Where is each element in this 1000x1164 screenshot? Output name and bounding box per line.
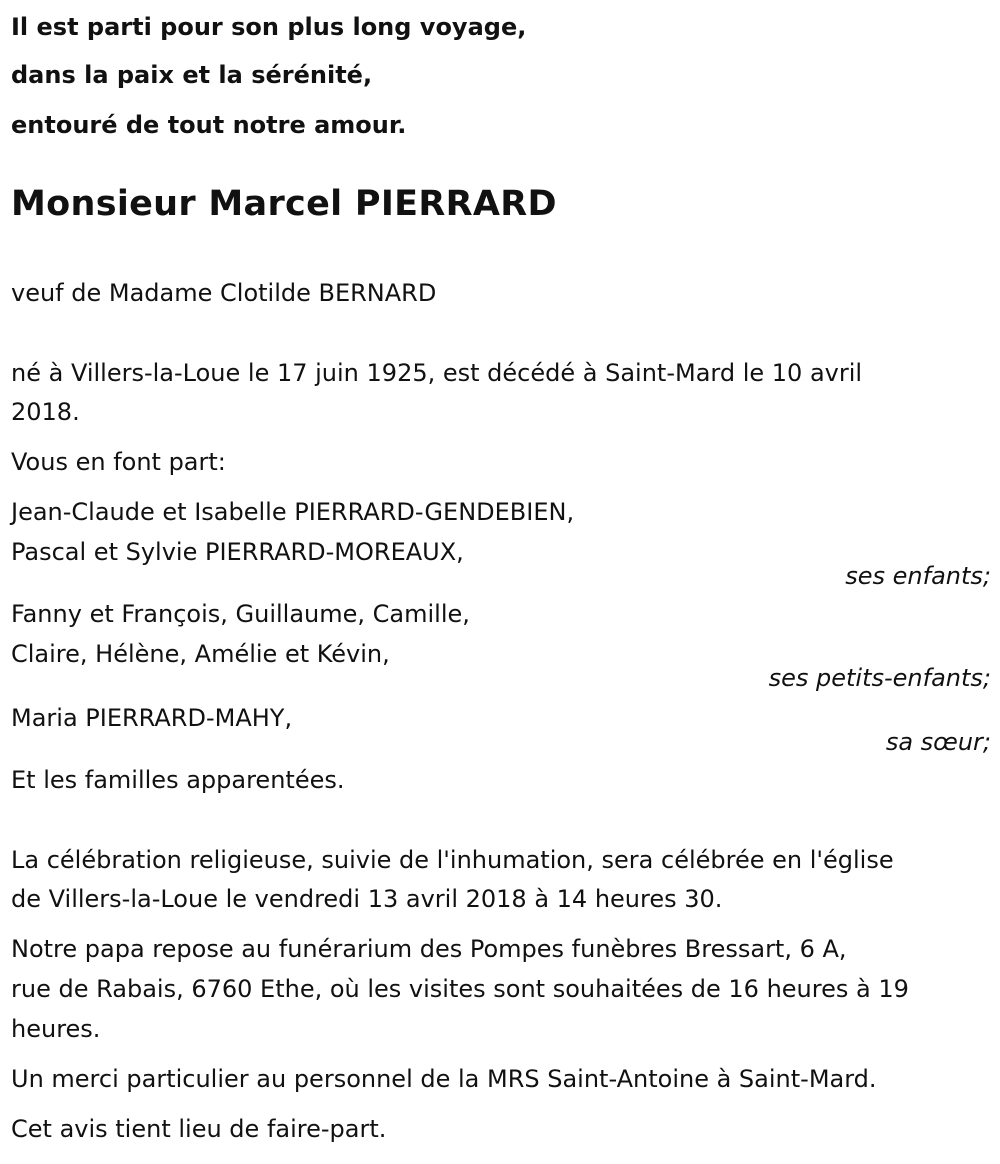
funerarium-line-3: heures. [11, 1015, 101, 1043]
grandchildren-name-1: Fanny et François, Guillaume, Camille, [11, 600, 470, 628]
grandchildren-relation: ses petits-enfants; [768, 664, 991, 692]
funerarium-line-2: rue de Rabais, 6760 Ethe, où les visites sont souhaitées de 16 heures à 19 [11, 975, 909, 1003]
widower-of: veuf de Madame Clotilde BERNARD [11, 279, 437, 307]
families: Et les familles apparentées. [11, 766, 345, 794]
deceased-name: Monsieur Marcel PIERRARD [11, 184, 557, 224]
ceremony-line-2: de Villers-la-Loue le vendredi 13 avril 2018 à 14 heures 30. [11, 885, 723, 913]
children-name-1: Jean-Claude et Isabelle PIERRARD-GENDEBIEN, [11, 498, 575, 526]
sister-relation: sa sœur; [885, 728, 991, 756]
birth-death-line-2: 2018. [11, 398, 80, 426]
children-name-2: Pascal et Sylvie PIERRARD-MOREAUX, [11, 538, 464, 566]
sister-name: Maria PIERRARD-MAHY, [11, 704, 293, 732]
funerarium-line-1: Notre papa repose au funérarium des Pompes funèbres Bressart, 6 A, [11, 935, 847, 963]
birth-death-line-1: né à Villers-la-Loue le 17 juin 1925, est décédé à Saint-Mard le 10 avril [11, 359, 863, 387]
intro-line-3: entouré de tout notre amour. [11, 111, 407, 139]
grandchildren-name-2: Claire, Hélène, Amélie et Kévin, [11, 640, 390, 668]
ceremony-line-1: La célébration religieuse, suivie de l'inhumation, sera célébrée en l'église [11, 846, 894, 874]
intro-line-1: Il est parti pour son plus long voyage, [11, 13, 527, 41]
children-relation: ses enfants; [845, 562, 991, 590]
closing: Cet avis tient lieu de faire-part. [11, 1115, 387, 1143]
thanks: Un merci particulier au personnel de la MRS Saint-Antoine à Saint-Mard. [11, 1065, 877, 1093]
intro-line-2: dans la paix et la sérénité, [11, 61, 373, 89]
announcement: Vous en font part: [11, 448, 226, 476]
